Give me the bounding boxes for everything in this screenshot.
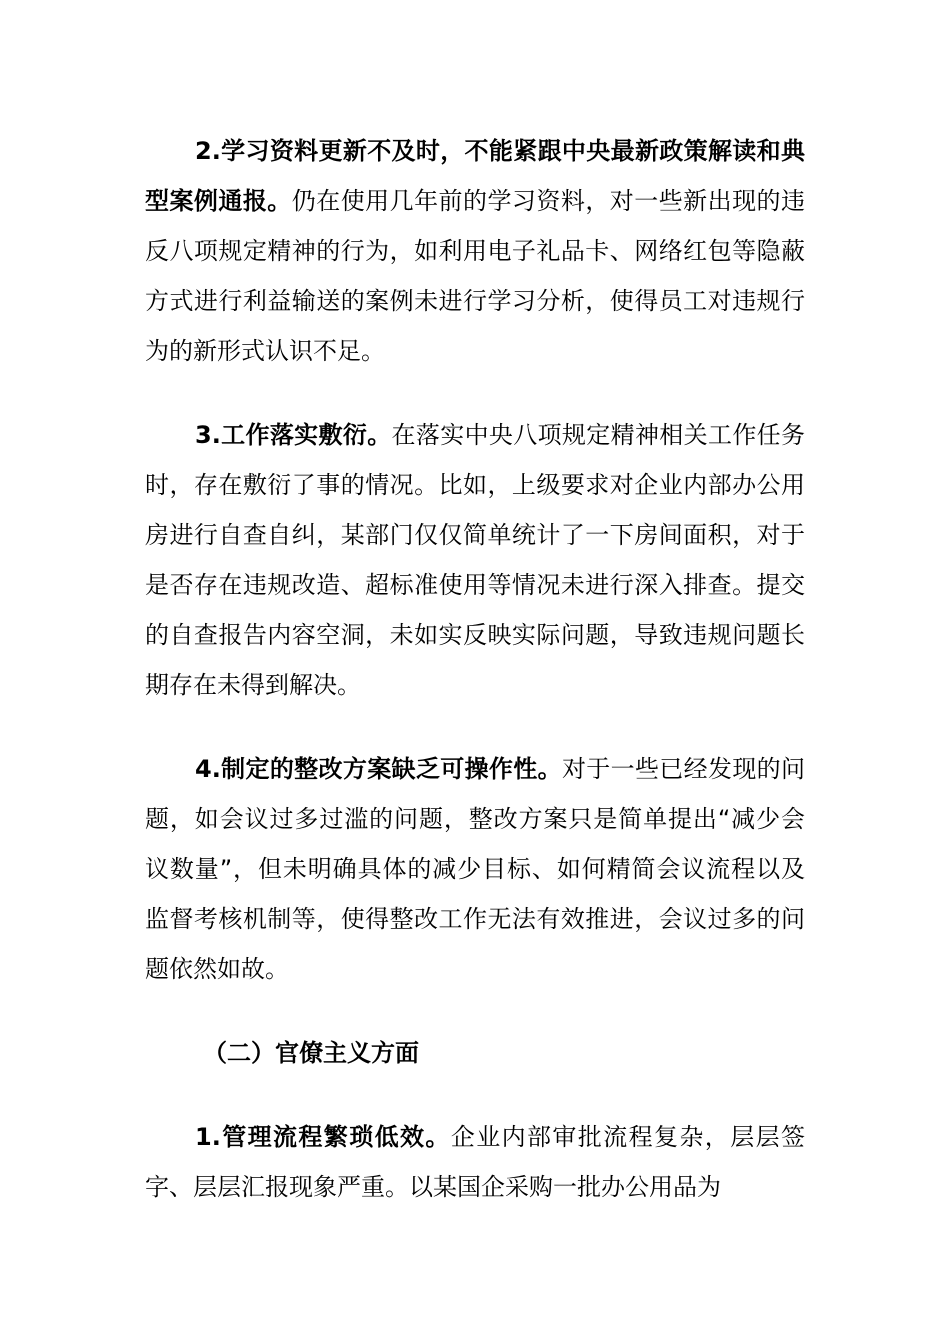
paragraph-body: 对于一些已经发现的问题，如会议过多过滥的问题，整改方案只是简单提出“减少会议数量”，但未明确具体的减少目标、如何精简会议流程以及监督考核机制等，使得整改工作无法有效推进，会议过多的问题依然如故。 — [145, 755, 806, 983]
document-page — [145, 126, 805, 1246]
paragraph-body: 仍在使用几年前的学习资料，对一些新出现的违反八项规定精神的行为，如利用电子礼品卡、网络红包等隐蔽方式进行利益输送的案例未进行学习分析，使得员工对违规行为的新形式认识不足。 — [145, 187, 806, 365]
paragraph-2 — [145, 126, 805, 376]
paragraph-body: 在落实中央八项规定精神相关工作任务时，存在敷衍了事的情况。比如，上级要求对企业内部办公用房进行自查自纠，某部门仅仅简单统计了一下房间面积，对于是否存在违规改造、超标准使用等情况未进行深入排查。提交的自查报告内容空洞，未如实反映实际问题，导致违规问题长期存在未得到解决。 — [145, 421, 805, 699]
paragraph-lead: 2.学习资料更新不及时，不能紧跟中央最新政策解读和典型案例通报。 — [145, 137, 805, 215]
paragraph-3 — [145, 410, 805, 710]
paragraph-lead: 4.制定的整改方案缺乏可操作性。 — [195, 755, 562, 783]
paragraph-body: 企业内部审批流程复杂，层层签字、层层汇报现象严重。以某国企采购一批办公用品为 — [145, 1123, 805, 1201]
section-paragraph-1 — [145, 1112, 805, 1212]
paragraph-4 — [145, 744, 805, 994]
paragraph-lead: 3.工作落实敷衍。 — [195, 421, 392, 449]
section-heading: （二）官僚主义方面 — [203, 1039, 419, 1067]
paragraph-lead: 1.管理流程繁琐低效。 — [195, 1123, 451, 1151]
